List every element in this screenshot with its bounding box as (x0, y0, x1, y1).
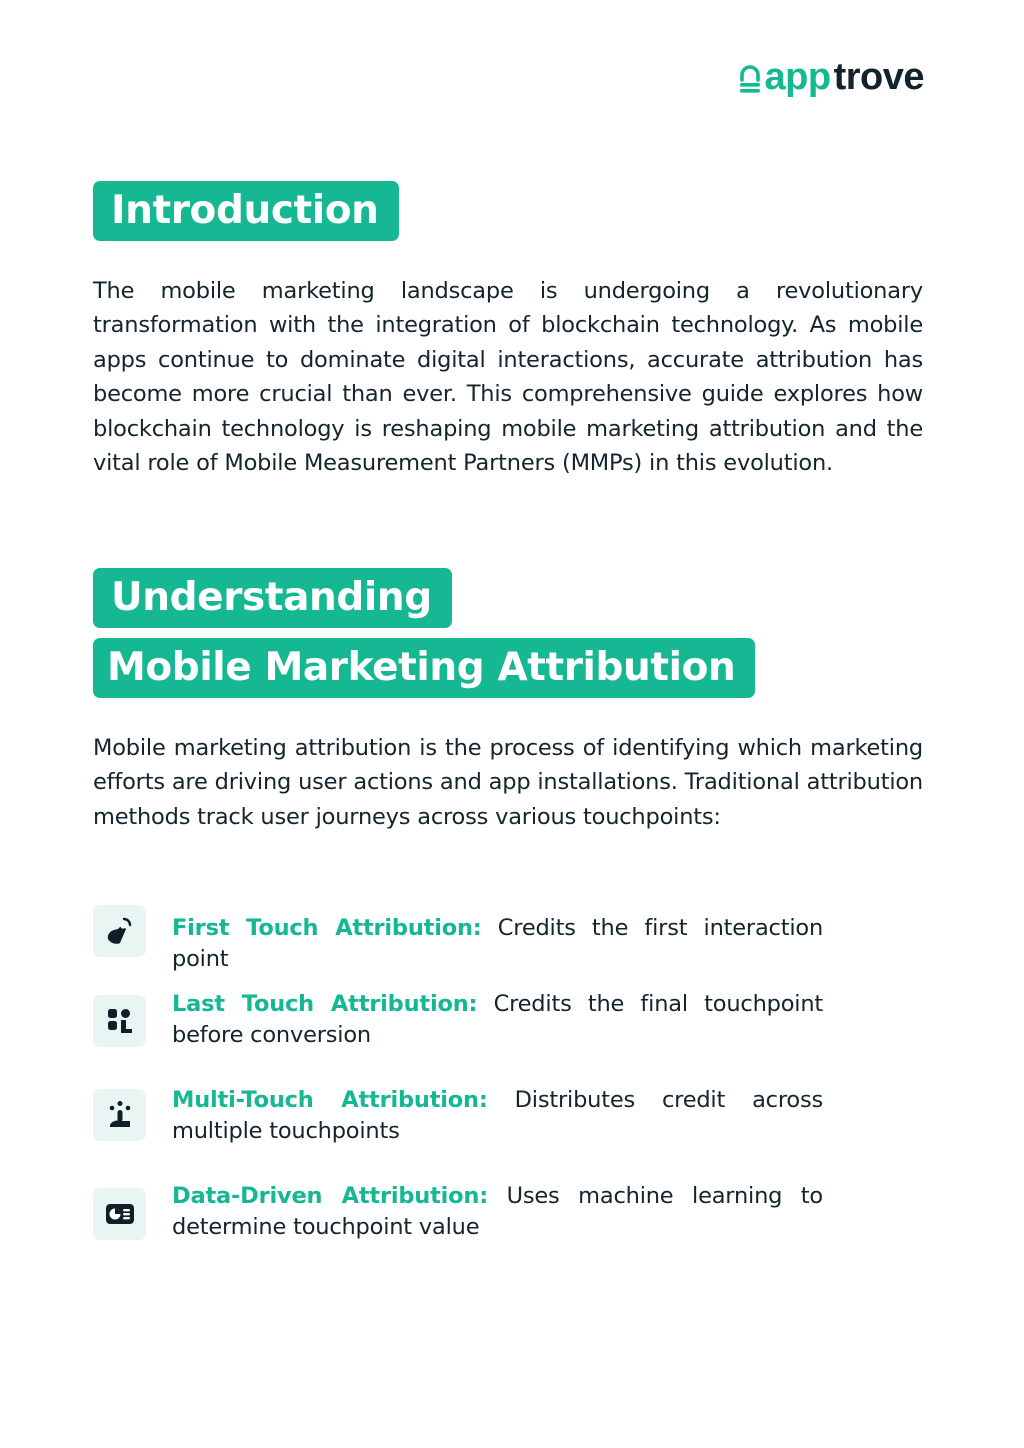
data-chart-card-icon (104, 1198, 136, 1230)
list-item-description: Credits the first interaction point (172, 915, 824, 972)
list-item-label: Multi-Touch Attribution: (172, 1087, 488, 1113)
list-item-description: Distributes credit across multiple touchpoints (172, 1087, 823, 1144)
section-heading-mobile-marketing-attribution: Mobile Marketing Attribution (93, 638, 755, 698)
user-grid-icon (104, 1005, 136, 1037)
brand-name-part2: trove (833, 56, 924, 98)
list-item-text (172, 989, 823, 1051)
list-item-text (172, 913, 823, 975)
list-item-multi-touch (93, 1084, 923, 1144)
apptrove-logo-icon (738, 64, 762, 94)
icon-tile (93, 905, 146, 957)
brand-name-part1: app (764, 56, 831, 98)
icon-tile (93, 1089, 146, 1141)
list-item-text (172, 1181, 823, 1243)
list-item-label: Data-Driven Attribution: (172, 1183, 489, 1209)
brand-logo (738, 58, 924, 96)
attribution-paragraph: Mobile marketing attribution is the process of identifying which marketing efforts are driving user actions and app installations. Traditional attribution methods track user journeys across various touchpoints: (93, 735, 923, 830)
section-heading-introduction: Introduction (93, 181, 399, 241)
list-item-label: Last Touch Attribution: (172, 991, 478, 1017)
multi-touch-icon (104, 1099, 136, 1131)
list-item-data-driven (93, 1180, 923, 1240)
list-item-label: First Touch Attribution: (172, 915, 482, 941)
icon-tile (93, 995, 146, 1047)
list-item-description: Credits the final touchpoint before conversion (172, 991, 824, 1048)
list-item-text (172, 1085, 823, 1147)
list-item-description: Uses machine learning to determine touchpoint value (172, 1183, 823, 1240)
touch-tap-icon (104, 915, 136, 947)
introduction-paragraph: The mobile marketing landscape is undergoing a revolutionary transformation with the integration of blockchain technology. As mobile apps continue to dominate digital interactions, accurate attribution has become more crucial than ever. This comprehensive guide explores how blockchain technology is reshaping mobile marketing attribution and the vital role of Mobile Measurement Partners (MMPs) in this evolution. (93, 278, 923, 477)
list-item-first-touch (93, 903, 923, 972)
icon-tile (93, 1188, 146, 1240)
section-heading-understanding: Understanding (93, 568, 452, 628)
list-item-last-touch (93, 988, 923, 1048)
